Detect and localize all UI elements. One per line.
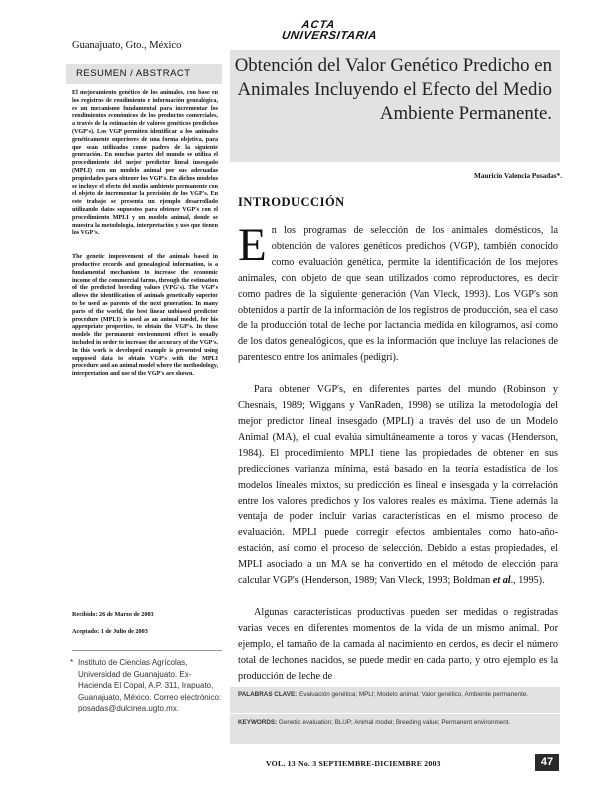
keywords-english-text: Genetic evaluation; BLUP; Animal model; Breeding value; Permanent environment. [277, 719, 511, 726]
accepted-date: Aceptado: 1 de Julio de 2003 [72, 628, 148, 635]
abstract-text: The genetic improvement of the animals based in productive records and genealogical information, is a fundamental mechanism to increase the economic income of the commercial farms, through the estimation of the predicted breeding values (VPG's). The VGP's allows the identification of animals genetically superior to be used as parents of the next generation. In many parts of the world, the best linear unbiased predictor procedure (MPLI) is used as an animal model, for his appropriate properties, to obtain the VGP's. In these models the permanent environment effect is usually included in order to increase the accuracy of the VGP's. In this work is developed example is presented using supposed data to obtain VGP's with the MPLI procedure and an animal model where the methodology, interpretation and use of the VGP's are shown. [72, 254, 218, 378]
abstract-section-label: RESUMEN / ABSTRACT [66, 64, 222, 84]
keywords-spanish [238, 691, 556, 700]
section-heading: INTRODUCCIÓN [238, 195, 345, 209]
article-author: Mauricio Valencia Posadas*. [473, 172, 562, 180]
drop-cap: E [238, 219, 267, 271]
affiliation-divider [72, 650, 222, 651]
keywords-english [238, 719, 556, 728]
article-title: Obtención del Valor Genético Predicho en Animales Incluyendo el Efecto del Medio Ambiente Permanente. [234, 55, 552, 124]
paragraph-1-text: n los programas de selección de los animales domésticos, la obtención de valores genéticos predichos (VGP), también conocido como evaluación genética, permite la identificación de los mejores animales, con objeto de que sean utilizados como reproductores, es decir como padres de la siguiente generación (Van Vleck, 1993). Los VGP's son obtenidos a partir de la información de los registros de producción, sea el caso de la producción total de leche por lactancia medida en kilogramos, así como de los datos genealógicos, que es la información que incluye las relaciones de parentesco entre los animales (pedigrí). [238, 225, 558, 364]
logo-line-1: ACTA [300, 19, 337, 31]
journal-logo [280, 19, 378, 50]
paragraph-2-etal: et al [492, 575, 511, 587]
paragraph-2 [238, 382, 558, 589]
title-box [230, 50, 560, 162]
abstract-column [66, 64, 222, 379]
resumen-text: El mejoramiento genético de los animales, con base en los registros de rendimiento e información genealógica, es un mecanismo fundamental para incrementar los rendimientos económicos de los productos comerciales, a través de la estimación de valores genéticos predichos (VGP's). Los VGP permiten identificar a los animales genéticamente superiores de una forma objetiva, para que sean utilizados como padres de la siguiente generación. En muchas partes del mundo se utiliza el procedimiento del mejor predictor lineal insesgado (MPLI) con un modelo animal por sus adecuadas propiedades para obtener los VGP's. En dichos modelos se incluye el efecto del medio ambiente permanente con el objeto de incrementar la precisión de los VGP's. En este trabajo se presenta un ejemplo desarrollado utilizando datos supuestos para obtener VGP's con el procedimiento MPLI y un modelo animal, donde se muestra la metodología, interpretación y uso que tienen los VGP's. [72, 90, 218, 237]
page-number: 47 [535, 754, 559, 771]
received-date: Recibido: 26 de Marzo de 2003 [72, 611, 154, 618]
issue-footer: VOL. 13 No. 3 SEPTIEMBRE-DICIEMBRE 2003 [266, 759, 441, 768]
affiliation-text: Instituto de Ciencias Agrícolas, Universidad de Guanajuato. Ex-Hacienda El Copal, A.P. 311, Irapuato, Guanajuato, México. Correo electrónico: posadas@dulcinea.ugto.mx. [78, 658, 222, 713]
journal-location: Guanajuato, Gto., México [72, 40, 182, 51]
affiliation-marker: * [70, 658, 74, 667]
keywords-box [230, 687, 560, 744]
article-body [238, 195, 558, 684]
paragraph-1 [238, 219, 558, 366]
author-affiliation [70, 657, 223, 715]
paragraph-2-text-b: ., 1995). [510, 575, 545, 587]
keywords-spanish-label: PALABRAS CLAVE: [238, 691, 298, 698]
paragraph-3: Algunas características productivas pueden ser medidas o registradas varias veces en diferentes momentos de la vida de un mismo animal. Por ejemplo, el tamaño de la camada al nacimiento en cerdos, es decir el número total de lechones nacidos, se puede medir en cada parto, y otro ejemplo es la producción de leche de [238, 606, 558, 682]
keywords-english-label: KEYWORDS: [238, 719, 278, 726]
logo-line-2: UNIVERSITARIA [281, 30, 378, 42]
keywords-spanish-text: Evaluación genética; MPLI; Modelo animal; Valor genético, Ambiente permanente. [297, 691, 529, 698]
paragraph-2-text-a: Para obtener VGP's, en diferentes partes del mundo (Robinson y Chesnais, 1989; Wiggans y VanRaden, 1998) se utiliza la metodología del mejor predictor lineal insesgado (MPLI) a través del uso de un Modelo Animal (MA), el cual evalúa simultáneamente a toros y vacas (Henderson, 1984). El procedimiento MPLI tiene las propiedades de obtener en sus predicciones varianza mínima, está basado en la teoría estadística de los modelos lineales mixtos, su predicción es lineal e insesgada y la correlación entre los valores predichos y los valores reales es máxima. Tiene además la ventaja de poder incluir varias características en el mismo proceso de evaluación. MPLI puede corregir efectos ambientales como hato-año-estación, así como el proceso de selección. Debido a estas propiedades, el MPLI asociado a un MA se ha convertido en el método de elección para calcular VGP's (Henderson, 1989; Van Vleck, 1993; Boldman [238, 384, 558, 587]
keywords-separator [230, 713, 560, 714]
